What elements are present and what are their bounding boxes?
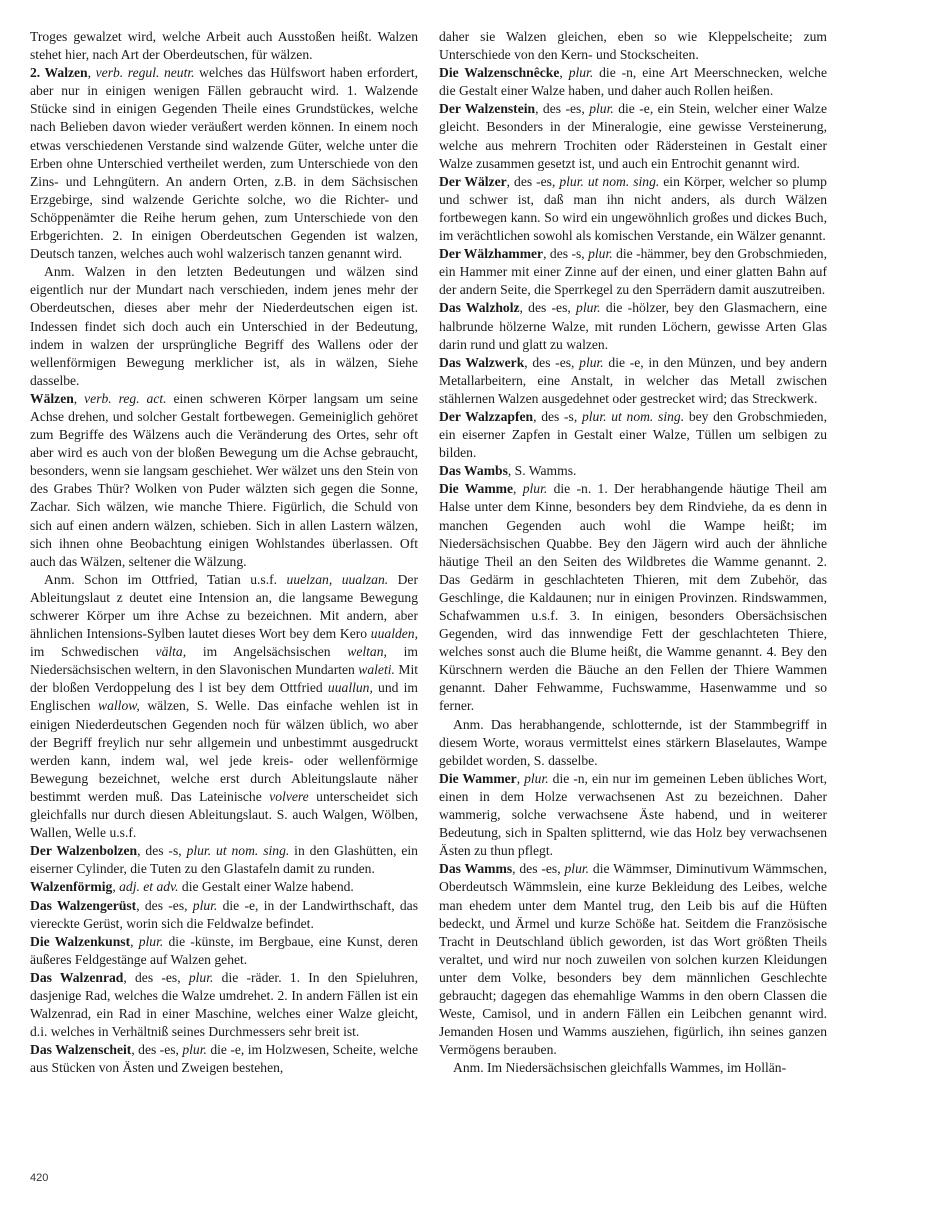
dictionary-entry (439, 173, 827, 245)
entry-text: die -hölzer, bey den Glasmachern, eine halbrunde hölzerne Walze, mit runden Löchern, gewisse Arten Glas darin rund und glatt zu walzen. (439, 300, 827, 352)
grammar-note: uuallun, (327, 680, 373, 696)
dictionary-entry (439, 28, 827, 64)
headword: Der Walzenbolzen (30, 843, 138, 859)
headword: Das Walzenrad (30, 969, 124, 985)
entry-text: , (516, 770, 525, 786)
entry-text: , des -s, (533, 408, 582, 424)
dictionary-entry (30, 390, 418, 571)
dictionary-entry (30, 28, 418, 64)
entry-text: die -räder. 1. In den Spieluhren, dasjenige Rad, welches die Walze umdrehet. 2. In andern Fällen ist ein Walzenrad, ein Rad in einer Maschine, welches einer Walze gleicht, d.i. welches in Verhältniß seines Durchmessers sehr breit ist. (30, 969, 418, 1040)
grammar-note: plur. (138, 933, 164, 949)
annotation-paragraph (30, 571, 418, 842)
entry-text: die -n. 1. Der herabhangende häutige Theil am Halse unter dem Kinne, besonders bey dem Rindviehe, da es denn in manchen Gegenden auch wohl die Wampe heißt; im Niedersächsischen Quabbe. Bey den Jägern wird auch der ähnliche häutige Theil an den Seiten des Wildbretes die Wamme genannt. 2. Das Gedärm in geschlachteten Thieren, mit dem Zubehör, das Geschlinge, die Kaldaunen; nur in einigen Provinzen. Rindswammen, Schafwammen u.s.f. 3. In einigen, besonders Obersächsischen Gegenden, wird das innwendige Fett der geschlachteten Thiere, welches sonst auch die Blume heißt, die Wamme genannt. 4. Bey den Kürschnern werden die Bäuche an den Fellen der Thiere Wammen genannt. Daher Fehwamme, Fuchswamme, Hasenwamme und so ferner. (439, 481, 827, 714)
dictionary-entry (439, 245, 827, 299)
entry-text: Anm. Walzen in den letzten Bedeutungen und wälzen sind eigentlich nur der Mundart nach verschieden, indem jenes mehr der Oberdeutschen, dieses aber mehr der Niederdeutschen eigen ist. Indessen findet sich doch auch ein Unterschied in der Bedeutung, indem in walzen der ursprüngliche Begriff des Wallens oder der wellenförmigen Bewegung merklicher ist, als in wälzen, Siehe dasselbe. (30, 264, 418, 388)
dictionary-entry (439, 408, 827, 462)
entry-text: , des -es, (512, 861, 565, 877)
headword: Der Walzenstein (439, 101, 536, 117)
grammar-note: weltan, (347, 644, 387, 660)
headword: Die Walzenkunst (30, 933, 131, 949)
dictionary-entry (439, 480, 827, 715)
entry-text: , des -es, (506, 173, 560, 189)
headword: Walzenförmig (30, 879, 113, 895)
headword: Der Wälzhammer (439, 246, 544, 262)
entry-text: die -e, in den Münzen, und bey andern Metallarbeitern, eine Anstalt, in welcher das Metall zwischen stählernen Walzen ausgedehnet oder gestrecket wird; das Streckwerk. (439, 354, 828, 406)
entry-text: die -hämmer, bey den Grobschmieden, ein Hammer mit einer Zinne auf der einen, und einer glatten Bahn auf der andern Seite, die Sperrkegel zu den Sperrädern damit auszutreiben. (439, 246, 827, 298)
headword: Das Wambs (439, 463, 508, 479)
grammar-note: plur. ut nom. sing. (186, 843, 290, 859)
dictionary-entry (439, 64, 827, 100)
entry-text: einen schweren Körper langsam um seine Achse drehen, und solcher Gestalt fortbewegen. Gemeiniglich gehöret zum Begriffe des Wälzens auch die Veränderung des Ortes, sehr oft aber wird es auch von der bloßen Bewegung um die Achse gebraucht, besonders, wenn sie langsam geschiehet. Wer wälzet uns den Stein von des Grabes Thür? Wolken von Puder wälzten sich gegen die Sonne, Zachar. Sich wälzen, wie manche Thiere. Figürlich, die Schuld von sich auf einen andern wälzen, schieben. Sich in allen Lastern wälzen, sich ihnen ohne Beobachtung einigen Wohlstandes überlassen. Oft auch das Wälzen, seltener die Wälzung. (30, 390, 418, 569)
entry-text: unterscheidet sich gleichfalls nur durch diesen Ableitungslaut. S. auch Walgen, Wölben, Wallen, Welle u.s.f. (30, 788, 418, 841)
entry-text: , des -es, (131, 1042, 183, 1058)
dictionary-entry (439, 100, 827, 172)
entry-text: und im Englischen (30, 680, 418, 714)
headword: Die Wamme (439, 481, 514, 497)
right-column (439, 28, 827, 1077)
entry-text: Troges gewalzet wird, welche Arbeit auch Ausstoßen heißt. Walzen stehet hier, nach Art der Oberdeutschen, für wälzen. (30, 29, 418, 63)
dictionary-entry (439, 299, 827, 353)
headword: Die Walzenschnêcke (439, 65, 560, 81)
headword: Das Walzwerk (439, 354, 525, 370)
entry-text: die -e, ein Stein, welcher einer Walze gleicht. Besonders in der Mineralogie, eine gewisse Versteinerung, welche aus mehrern Trochiten oder Rädersteinen in Gestalt einer Walze zusammen gesetzt ist, und auch ein Entrochit genannt wird. (439, 101, 827, 171)
entry-text: , S. Wamms. (507, 463, 577, 479)
annotation-paragraph (439, 1059, 827, 1077)
entry-text: im Niedersächsischen weltern, in den Slavonischen Mundarten (30, 644, 418, 678)
grammar-note: adj. et adv. (119, 879, 179, 895)
entry-text: die -n, ein nur im gemeinen Leben übliches Wort, einen in dem Holze verwachsenen Ast zu bezeichnen. Daher wammerig, solche verwachsene Äste habend, und in weiterer Bedeutung, sich in Spalten splitternd, wie das Holz bey verwachsenen Ästen zu thun pflegt. (439, 770, 827, 859)
entry-text: , des -es, (535, 101, 590, 117)
page-number: 420 (30, 1172, 49, 1184)
entry-text: , des -es, (519, 300, 577, 316)
grammar-note: verb. reg. act. (84, 390, 167, 406)
grammar-note: plur. (576, 300, 601, 316)
entry-text: die -e, im Holzwesen, Scheite, welche aus Stücken von Ästen und Zweigen bestehen, (30, 1042, 418, 1076)
entry-text: Anm. Im Niedersächsischen gleichfalls Wammes, im Hollän- (453, 1060, 787, 1076)
entry-text: , (559, 65, 569, 81)
entry-text: die -künste, im Bergbaue, eine Kunst, deren äußeres Feldgestänge auf Walzen gehet. (30, 933, 419, 967)
grammar-note: plur. (564, 861, 590, 877)
annotation-paragraph (439, 716, 827, 770)
grammar-note: plur. (188, 969, 214, 985)
entry-text: bey den Grobschmieden, ein eiserner Zapfen in Gestalt einer Walze, Tüllen um selbigen zu bilden. (439, 408, 827, 461)
left-column (30, 28, 418, 1077)
headword: Das Walzholz (439, 300, 520, 316)
grammar-note: plur. (182, 1042, 207, 1058)
dictionary-page (30, 28, 828, 1178)
headword: Das Walzengerüst (30, 897, 137, 913)
entry-text: , des -s, (137, 843, 187, 859)
grammar-note: uuelzan, uualzan. (286, 571, 389, 587)
entry-text: die -n, eine Art Meerschnecken, welche die Gestalt einer Walze haben, und daher auch Rollen heißen. (439, 65, 827, 99)
headword: Der Walzzapfen (439, 408, 534, 424)
entry-text: , (73, 390, 85, 406)
headword: Das Wamms (439, 861, 513, 877)
headword: Das Walzenscheit (30, 1042, 132, 1058)
entry-text: , des -es, (524, 354, 580, 370)
dictionary-entry (30, 1041, 418, 1077)
headword: Der Wälzer (439, 173, 507, 189)
dictionary-entry (30, 897, 418, 933)
dictionary-entry (439, 770, 827, 860)
entry-text: , des -s, (543, 246, 589, 262)
entry-text: , (513, 481, 523, 497)
dictionary-entry (30, 933, 418, 969)
entry-text: , (112, 879, 120, 895)
dictionary-entry (30, 878, 418, 896)
dictionary-entry (439, 462, 827, 480)
entry-text: die -e, in der Landwirthschaft, das viereckte Gerüst, worin sich die Feldwalze befindet. (30, 897, 419, 931)
annotation-paragraph (30, 263, 418, 390)
dictionary-entry (30, 969, 418, 1041)
entry-text: ein Körper, welcher so plump und schwer ist, daß man ihn nicht anders, als durch Wälzen fortbewegen kann. So wird ein ungewöhnlich großes und dickes Buch, im verächtlichen sowohl als komischen Verstande, ein Wälzer genannt. (439, 173, 827, 244)
entry-text: im Angelsächsischen (186, 644, 348, 660)
grammar-note: plur. (589, 101, 614, 117)
entry-text: Der Ableitungslaut z deutet eine Intension an, die langsame Bewegung schwerer Körper um ihre Achse zu bezeichnen. Mit andern, aber ähnlichen Intensions-Sylben lautet dieses Wort bey dem Kero (30, 571, 418, 642)
grammar-note: volvere (269, 788, 309, 804)
entry-text: Anm. Das herabhangende, schlotternde, ist der Stammbegriff in diesem Worte, woraus vermittelst eines stärkern Blaselautes, Wampe gebildet worden, S. dasselbe. (439, 716, 827, 768)
entry-text: , des -es, (136, 897, 193, 913)
grammar-note: plur. (568, 65, 594, 81)
entry-text: im Schwedischen (30, 644, 156, 660)
grammar-note: plur. (579, 354, 604, 370)
entry-text: die Gestalt einer Walze habend. (178, 879, 354, 895)
grammar-note: plur. (588, 246, 613, 262)
entry-text: in den Glashütten, ein eiserner Cylinder, die Tuten zu den Glastafeln damit zu runden. (30, 843, 418, 877)
grammar-note: plur. (192, 897, 218, 913)
grammar-note: plur. (524, 770, 549, 786)
grammar-note: verb. regul. neutr. (95, 65, 195, 81)
entry-text: , (130, 933, 139, 949)
headword: Wälzen (30, 390, 74, 406)
grammar-note: plur. ut nom. sing. (559, 173, 660, 189)
headword: Die Wammer (439, 770, 517, 786)
grammar-note: uualden, (370, 626, 418, 642)
entry-text: Anm. Schon im Ottfried, Tatian u.s.f. (44, 571, 287, 587)
entry-text: wälzen, S. Welle. Das einfache wehlen ist in einigen Niederdeutschen Gegenden noch für wälzen üblich, wo aber der Begriff freylich nur sehr allgemein und unbestimmt ausgedruckt werden kann, indem wal, wel jede kreis- oder wellenförmige Bewegung bezeichnet, welche erst durch Ableitungslaute näher bestimmt werden muß. Das Lateinische (30, 698, 418, 804)
entry-text: , des -es, (123, 969, 189, 985)
grammar-note: vältа, (155, 644, 187, 660)
dictionary-entry (439, 860, 827, 1059)
headword: 2. Walzen (30, 65, 88, 81)
dictionary-entry (30, 842, 418, 878)
grammar-note: waleti. (358, 662, 395, 678)
entry-text: , (87, 65, 96, 81)
dictionary-entry (30, 64, 418, 263)
entry-text: welches das Hülfswort haben erfordert, aber nur in einigen wenigen Fällen gebraucht wird. 1. Walzende Stücke sind in einigen Gegenden Theile eines Grundstückes, welche nach Belieben davon wieder veräußert werden können. In einem noch etwas verschiedenen Verstande sind walzende Güter, welche unter die Erben ohne Unterschied vertheilet werden, zum Unterschiede von den Zins- und Lehngütern. An andern Orten, z.B. in dem Sächsischen Erzgebirge, sind walzende Gerichte solche, wo die Richter- und Schöppenämter die Reihe herum gehen, zum Unterschiede von den Erbgerichten. 2. In einigen Oberdeutschen Gegenden ist walzen, Deutsch tanzen, welches auch wohl walzerisch tanzen genannt wird. (30, 65, 419, 262)
entry-text: daher sie Walzen gleichen, eben so wie Kleppelscheite; zum Unterschiede von den Kern- und Stockscheiten. (439, 29, 827, 63)
grammar-note: plur. ut nom. sing. (581, 408, 685, 424)
dictionary-entry (439, 354, 827, 408)
entry-text: die Wämmser, Diminutivum Wämmschen, Oberdeutsch Wämmslein, eine kurze Bekleidung des Leibes, welche man ehedem unter dem Mantel trug, den Leib bis auf die Hüften bedeckt, und Ärmel und kurze Schöße hat. Seitdem die Französische Tracht in Deutschland üblich geworden, ist das Wort größten Theils veraltet, und wird nur noch zuweilen von solchen kurzen Kleidungen unter dem Volke, besonders bey dem männlichen Geschlechte gebraucht; dagegen das ehemahlige Wamms in den obern Classen die Weste, Camisol, und in andern Fällen ein Leibchen genannt wird. Jemanden Hosen und Wamms ausziehen, figürlich, ihn seines ganzen Vermögens berauben. (439, 861, 827, 1058)
grammar-note: wallow, (98, 698, 140, 714)
entry-text: Mit der bloßen Verdoppelung des l ist bey dem Ottfried (30, 662, 418, 696)
grammar-note: plur. (522, 481, 548, 497)
